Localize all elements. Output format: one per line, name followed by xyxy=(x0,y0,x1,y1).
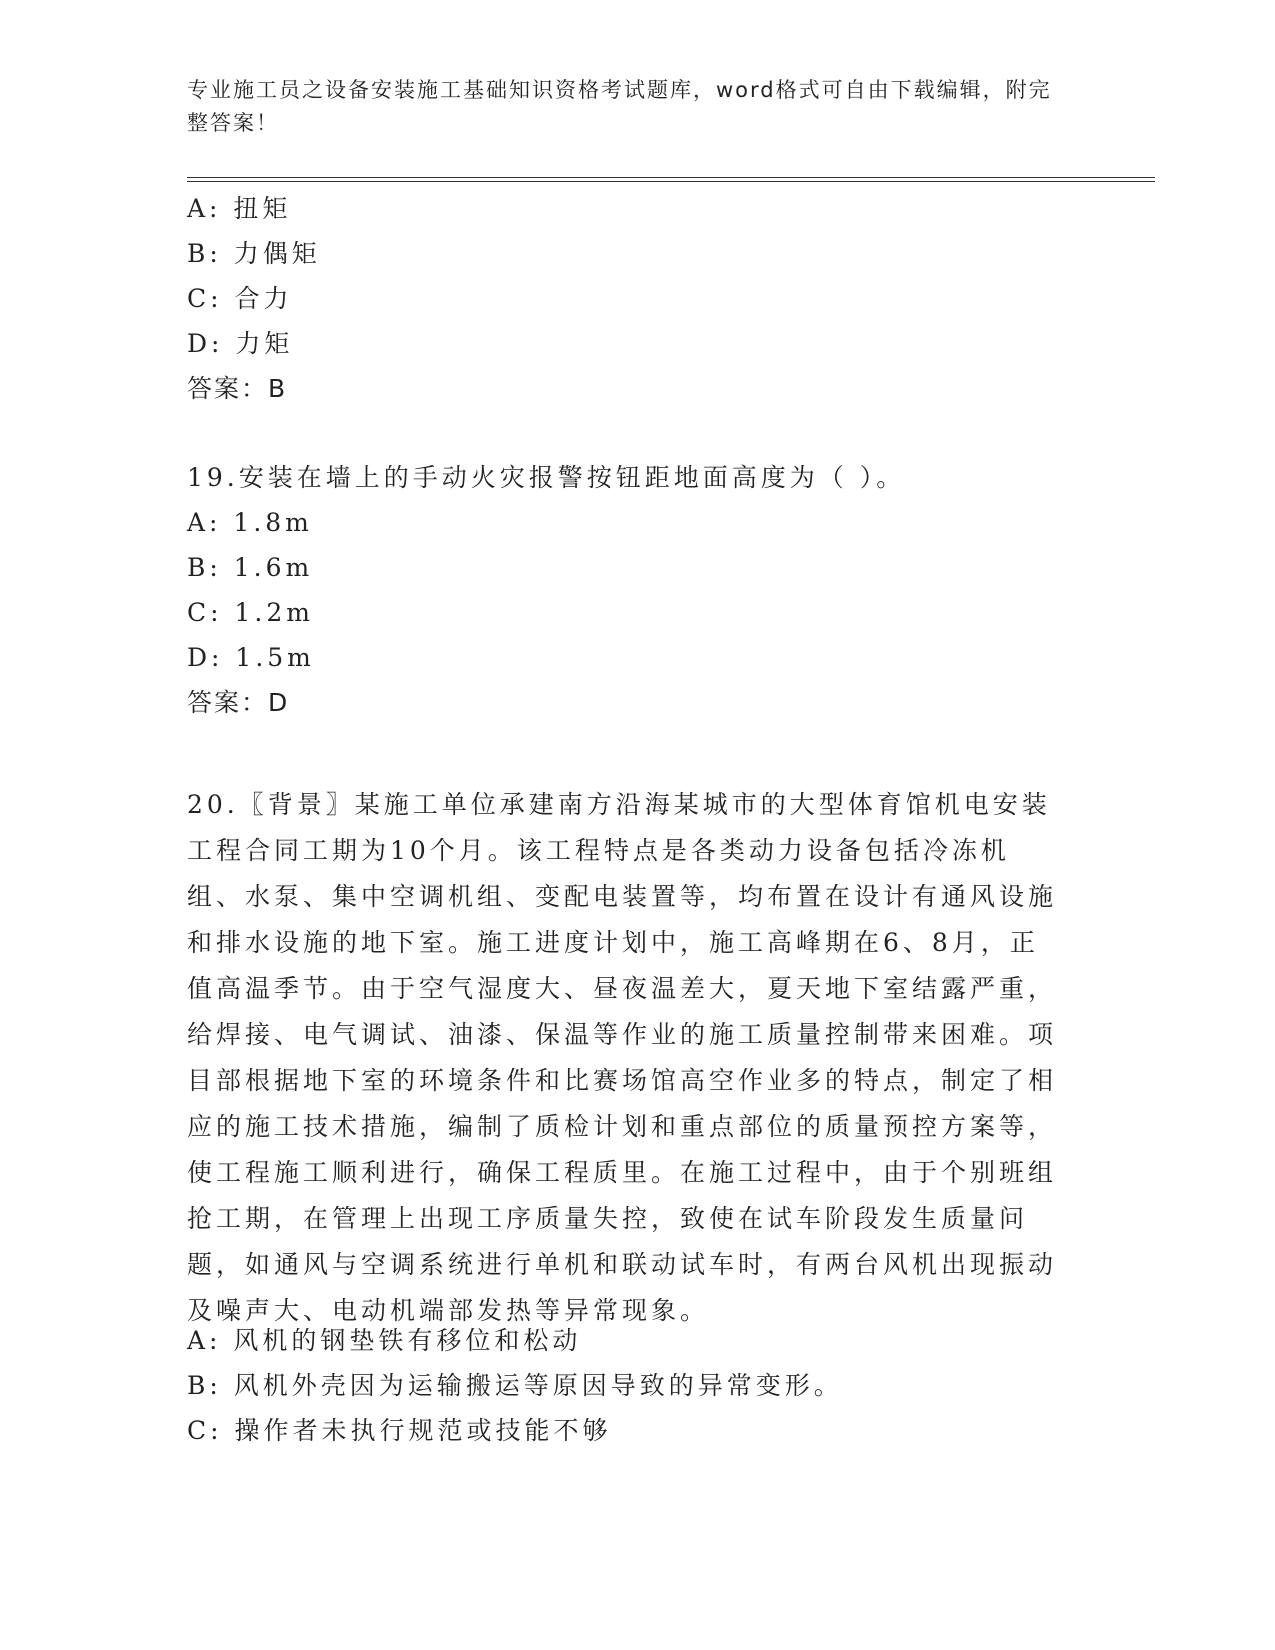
q19-answer: 答案：D xyxy=(187,688,290,717)
q18-option-a: A: 扭矩 xyxy=(187,194,292,223)
q19-option-c: C: 1.2m xyxy=(187,598,314,627)
document-header: 专业施工员之设备安装施工基础知识资格考试题库，word格式可自由下载编辑，附完整答案！ xyxy=(187,78,1052,135)
q19-question: 19.安装在墙上的手动火灾报警按钮距地面高度为（ ）。 xyxy=(187,463,906,492)
q18-option-b: B: 力偶矩 xyxy=(187,239,321,268)
q18-answer: 答案：B xyxy=(187,374,288,403)
q20-question: 20.〖背景〗某施工单位承建南方沿海某城市的大型体育馆机电安装工程合同工期为10个月。该工程特点是各类动力设备包括冷冻机组、水泵、集中空调机组、变配电装置等，均布置在设计有通风设施和排水设施的地下室。施工进度计划中，施工高峰期在6、8月，正值高温季节。由于空气湿度大、昼夜温差大，夏天地下室结露严重，给焊接、电气调试、油漆、保温等作业的施工质量控制带来困难。项目部根据地下室的环境条件和比赛场馆高空作业多的特点，制定了相应的施工技术措施，编制了质检计划和重点部位的质量预控方案等，使工程施工顺利进行，确保工程质里。在施工过程中，由于个别班组抢工期，在管理上出现工序质量失控，致使在试车阶段发生质量问题，如通风与空调系统进行单机和联动试车时，有两台风机出现振动及噪声大、电动机端部发热等异常现象。 xyxy=(187,790,1058,1325)
q20-option-c: C: 操作者未执行规范或技能不够 xyxy=(187,1416,612,1445)
q19-option-b: B: 1.6m xyxy=(187,553,314,582)
header-divider xyxy=(187,177,1155,182)
q19-option-d: D: 1.5m xyxy=(187,643,315,672)
q19-option-a: A: 1.8m xyxy=(187,508,313,537)
q20-option-a: A: 风机的钢垫铁有移位和松动 xyxy=(187,1326,582,1355)
q20-option-b: B: 风机外壳因为运输搬运等原因导致的异常变形。 xyxy=(187,1371,843,1400)
q18-option-c: C: 合力 xyxy=(187,284,293,313)
q18-option-d: D: 力矩 xyxy=(187,329,294,358)
